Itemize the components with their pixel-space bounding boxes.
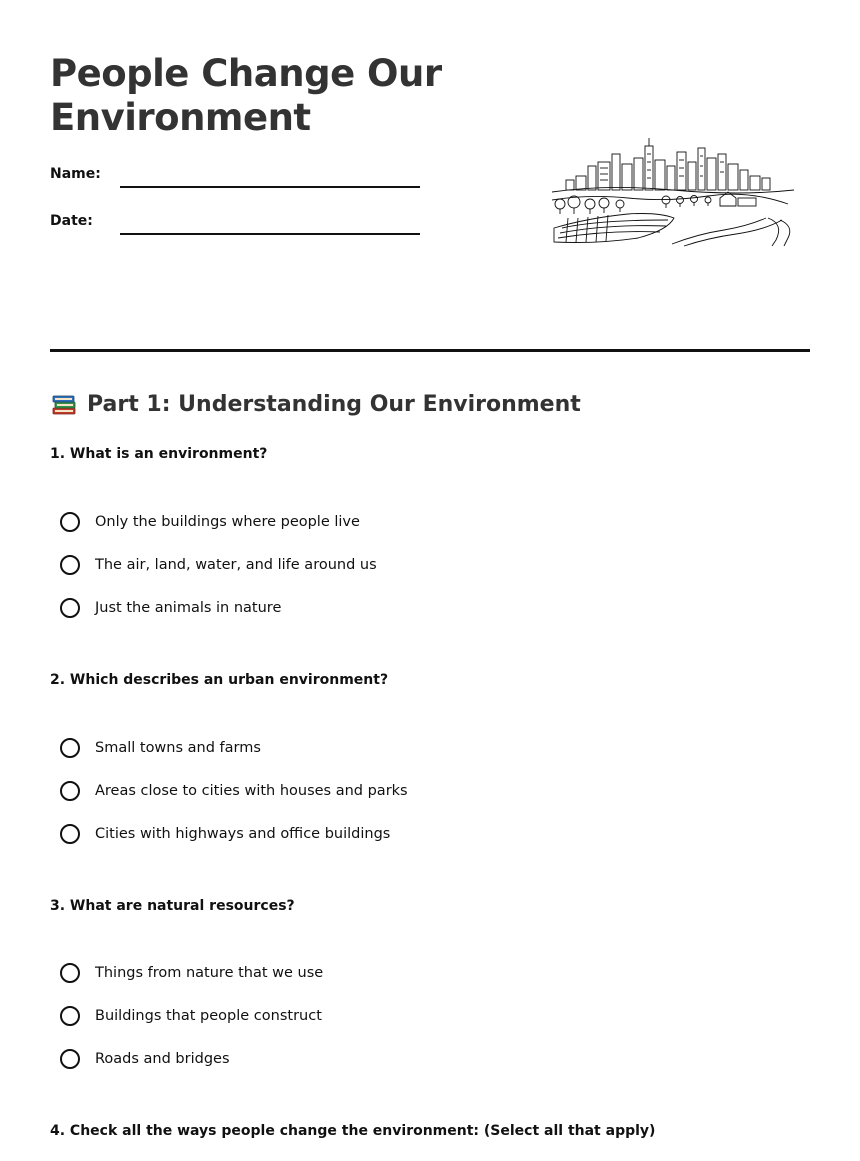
name-input-line[interactable] <box>120 186 420 188</box>
radio-button[interactable] <box>60 781 80 801</box>
question-1-option-3[interactable] <box>60 595 281 621</box>
skyline-buildings <box>566 138 770 190</box>
header-divider <box>50 349 810 352</box>
radio-button[interactable] <box>60 1049 80 1069</box>
option-label: Just the animals in nature <box>95 600 282 616</box>
question-3-option-1[interactable] <box>60 960 323 986</box>
option-label: The air, land, water, and life around us <box>95 557 377 573</box>
date-label: Date: <box>50 213 93 229</box>
date-field-row <box>50 213 420 237</box>
question-4: 4. Check all the ways people change the environment: (Select all that apply) <box>50 1123 656 1139</box>
question-3-option-3[interactable] <box>60 1046 230 1072</box>
radio-button[interactable] <box>60 1006 80 1026</box>
question-2-option-2[interactable] <box>60 778 408 804</box>
option-label: Cities with highways and office buildings <box>95 826 391 842</box>
question-1: 1. What is an environment? <box>50 446 268 462</box>
question-2-option-3[interactable] <box>60 821 390 847</box>
option-label: Things from nature that we use <box>95 965 324 981</box>
radio-button[interactable] <box>60 512 80 532</box>
date-input-line[interactable] <box>120 233 420 235</box>
name-label: Name: <box>50 166 101 182</box>
option-label: Buildings that people construct <box>95 1008 322 1024</box>
option-label: Small towns and farms <box>95 740 261 756</box>
radio-button[interactable] <box>60 598 80 618</box>
question-2: 2. Which describes an urban environment? <box>50 672 389 688</box>
option-label: Areas close to cities with houses and parks <box>95 783 408 799</box>
question-1-option-1[interactable] <box>60 509 360 535</box>
city-farm-landscape-illustration <box>548 134 798 248</box>
option-label: Only the buildings where people live <box>95 514 360 530</box>
radio-button[interactable] <box>60 555 80 575</box>
worksheet-title: People Change Our Environment <box>50 52 442 139</box>
question-3: 3. What are natural resources? <box>50 898 295 914</box>
radio-button[interactable] <box>60 963 80 983</box>
section-1-heading <box>50 388 581 420</box>
books-icon <box>50 390 78 418</box>
question-2-option-1[interactable] <box>60 735 261 761</box>
option-label: Roads and bridges <box>95 1051 230 1067</box>
section-1-title: Part 1: Understanding Our Environment <box>87 391 581 417</box>
question-1-option-2[interactable] <box>60 552 377 578</box>
question-3-option-2[interactable] <box>60 1003 322 1029</box>
radio-button[interactable] <box>60 824 80 844</box>
name-field-row <box>50 166 420 190</box>
radio-button[interactable] <box>60 738 80 758</box>
